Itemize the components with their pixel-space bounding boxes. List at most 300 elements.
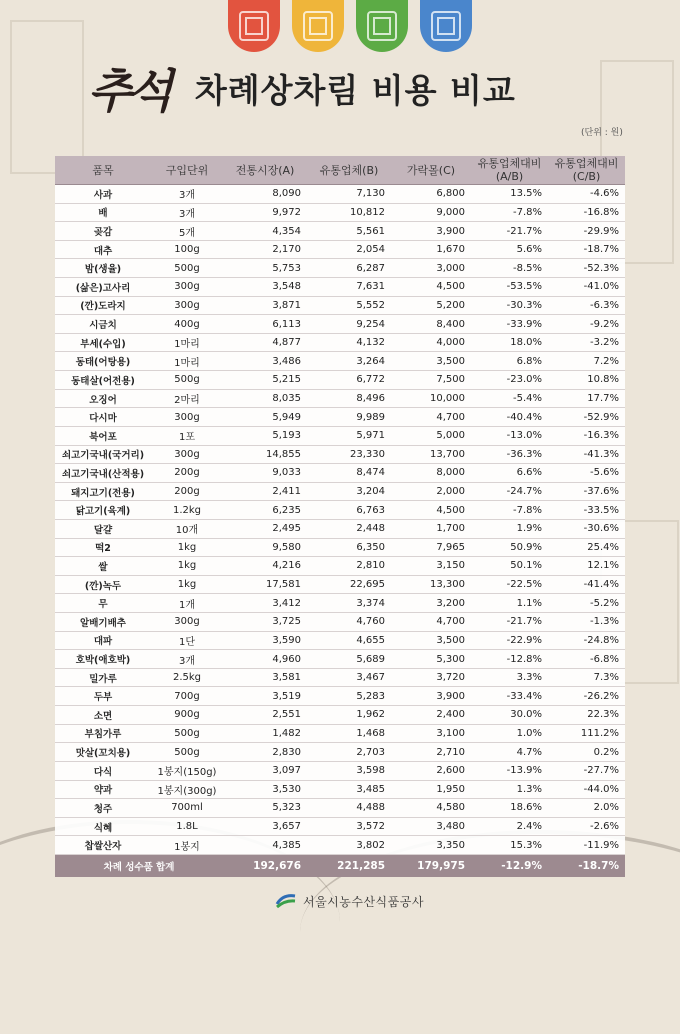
price-cell: -4.6% xyxy=(548,185,625,204)
price-cell: 6,113 xyxy=(223,315,307,334)
price-cell: 4,655 xyxy=(307,631,391,650)
table-row xyxy=(55,687,625,706)
item-name: 소면 xyxy=(55,706,151,725)
header-tab xyxy=(420,0,472,52)
price-cell: 3,150 xyxy=(391,557,471,576)
price-cell: 6.8% xyxy=(471,352,548,371)
price-cell: 8,090 xyxy=(223,185,307,204)
price-cell: 1,950 xyxy=(391,780,471,799)
item-name: 약과 xyxy=(55,780,151,799)
price-cell: -27.7% xyxy=(548,761,625,780)
purchase-unit: 1마리 xyxy=(151,352,223,371)
item-name: 대추 xyxy=(55,240,151,259)
price-cell: -5.2% xyxy=(548,594,625,613)
price-cell: 10,812 xyxy=(307,203,391,222)
price-cell: 3,725 xyxy=(223,613,307,632)
item-name: 쌀 xyxy=(55,557,151,576)
price-cell: 7.3% xyxy=(548,668,625,687)
purchase-unit: 300g xyxy=(151,296,223,315)
price-cell: 22.3% xyxy=(548,706,625,725)
table-row xyxy=(55,408,625,427)
price-cell: -11.9% xyxy=(548,836,625,855)
price-cell: 2,054 xyxy=(307,240,391,259)
purchase-unit: 1kg xyxy=(151,575,223,594)
price-cell: -24.7% xyxy=(471,482,548,501)
table-row xyxy=(55,240,625,259)
purchase-unit: 500g xyxy=(151,259,223,278)
table-total-row xyxy=(55,854,625,877)
item-name: 밀가루 xyxy=(55,668,151,687)
price-cell: 18.0% xyxy=(471,333,548,352)
price-cell: 2,830 xyxy=(223,743,307,762)
price-cell: 9,972 xyxy=(223,203,307,222)
price-cell: 3,350 xyxy=(391,836,471,855)
price-cell: 17.7% xyxy=(548,389,625,408)
price-cell: -22.9% xyxy=(471,631,548,650)
price-cell: 3,097 xyxy=(223,761,307,780)
price-cell: 1.1% xyxy=(471,594,548,613)
price-cell: 50.9% xyxy=(471,538,548,557)
price-cell: 4.7% xyxy=(471,743,548,762)
price-cell: 4,216 xyxy=(223,557,307,576)
price-cell: -21.7% xyxy=(471,222,548,241)
table-row xyxy=(55,743,625,762)
column-header: 유통업체대비 (A/B) xyxy=(471,156,548,185)
price-cell: 3,374 xyxy=(307,594,391,613)
table-row xyxy=(55,594,625,613)
price-cell: 4,700 xyxy=(391,613,471,632)
purchase-unit: 1kg xyxy=(151,557,223,576)
price-cell: 5,300 xyxy=(391,650,471,669)
purchase-unit: 500g xyxy=(151,743,223,762)
price-cell: 3,500 xyxy=(391,352,471,371)
price-cell: -2.6% xyxy=(548,817,625,836)
purchase-unit: 3개 xyxy=(151,650,223,669)
total-cell: 179,975 xyxy=(391,854,471,877)
price-cell: 23,330 xyxy=(307,445,391,464)
price-cell: -8.5% xyxy=(471,259,548,278)
price-cell: 6,287 xyxy=(307,259,391,278)
price-cell: 1.0% xyxy=(471,724,548,743)
price-cell: -16.8% xyxy=(548,203,625,222)
price-cell: -5.4% xyxy=(471,389,548,408)
price-cell: 0.2% xyxy=(548,743,625,762)
lattice-icon xyxy=(303,11,333,41)
price-cell: 30.0% xyxy=(471,706,548,725)
column-header: 구입단위 xyxy=(151,156,223,185)
price-cell: 2,000 xyxy=(391,482,471,501)
price-cell: 3,871 xyxy=(223,296,307,315)
total-cell: 221,285 xyxy=(307,854,391,877)
price-cell: -1.3% xyxy=(548,613,625,632)
price-cell: 3,802 xyxy=(307,836,391,855)
item-name: 사과 xyxy=(55,185,151,204)
page-title xyxy=(88,58,516,118)
price-cell: 4,354 xyxy=(223,222,307,241)
table-row xyxy=(55,371,625,390)
purchase-unit: 200g xyxy=(151,464,223,483)
price-cell: 4,960 xyxy=(223,650,307,669)
price-cell: 14,855 xyxy=(223,445,307,464)
column-header: 전통시장(A) xyxy=(223,156,307,185)
table-row xyxy=(55,426,625,445)
price-cell: -13.0% xyxy=(471,426,548,445)
price-cell: 4,877 xyxy=(223,333,307,352)
price-cell: 5,552 xyxy=(307,296,391,315)
purchase-unit: 1.2kg xyxy=(151,501,223,520)
price-cell: 4,132 xyxy=(307,333,391,352)
table-row xyxy=(55,185,625,204)
item-name: 다시마 xyxy=(55,408,151,427)
price-cell: 4,760 xyxy=(307,613,391,632)
item-name: (삶은)고사리 xyxy=(55,278,151,297)
unit-note: (단위 : 원) xyxy=(581,128,623,138)
price-cell: 9,000 xyxy=(391,203,471,222)
purchase-unit: 200g xyxy=(151,482,223,501)
table-row xyxy=(55,817,625,836)
price-cell: 111.2% xyxy=(548,724,625,743)
item-name: 식혜 xyxy=(55,817,151,836)
column-header: 가락몰(C) xyxy=(391,156,471,185)
price-cell: -41.3% xyxy=(548,445,625,464)
column-header: 유통업체대비 (C/B) xyxy=(548,156,625,185)
purchase-unit: 1개 xyxy=(151,594,223,613)
price-cell: 17,581 xyxy=(223,575,307,594)
price-cell: 50.1% xyxy=(471,557,548,576)
price-cell: 3,900 xyxy=(391,222,471,241)
price-cell: 7,130 xyxy=(307,185,391,204)
purchase-unit: 3개 xyxy=(151,203,223,222)
price-cell: 18.6% xyxy=(471,799,548,818)
lattice-icon xyxy=(367,11,397,41)
price-comparison-table xyxy=(55,156,625,877)
price-cell: 3,581 xyxy=(223,668,307,687)
price-cell: 13,300 xyxy=(391,575,471,594)
price-cell: 13.5% xyxy=(471,185,548,204)
price-cell: -33.5% xyxy=(548,501,625,520)
item-name: 두부 xyxy=(55,687,151,706)
purchase-unit: 5개 xyxy=(151,222,223,241)
price-cell: 2.0% xyxy=(548,799,625,818)
price-cell: 4,500 xyxy=(391,278,471,297)
price-cell: 4,580 xyxy=(391,799,471,818)
total-cell: 192,676 xyxy=(223,854,307,877)
footer-logo xyxy=(275,892,424,910)
price-cell: 2,810 xyxy=(307,557,391,576)
price-cell: 3,590 xyxy=(223,631,307,650)
purchase-unit: 1봉지 xyxy=(151,836,223,855)
item-name: 부세(수입) xyxy=(55,333,151,352)
price-cell: 22,695 xyxy=(307,575,391,594)
price-cell: 3,720 xyxy=(391,668,471,687)
purchase-unit: 3개 xyxy=(151,185,223,204)
price-cell: 5,753 xyxy=(223,259,307,278)
price-cell: 1,670 xyxy=(391,240,471,259)
price-cell: 7,631 xyxy=(307,278,391,297)
price-cell: 3,486 xyxy=(223,352,307,371)
item-name: 쇠고기국내(국거리) xyxy=(55,445,151,464)
item-name: 배 xyxy=(55,203,151,222)
price-cell: 3,100 xyxy=(391,724,471,743)
price-cell: 4,500 xyxy=(391,501,471,520)
price-cell: 5,561 xyxy=(307,222,391,241)
title-main: 차례상차림 비용 비교 xyxy=(194,70,516,110)
agency-logo-icon xyxy=(275,892,297,910)
table-row xyxy=(55,538,625,557)
price-cell: -13.9% xyxy=(471,761,548,780)
price-cell: 1,700 xyxy=(391,519,471,538)
column-header: 품목 xyxy=(55,156,151,185)
price-cell: 4,000 xyxy=(391,333,471,352)
item-name: 동태(어탕용) xyxy=(55,352,151,371)
price-cell: 1.3% xyxy=(471,780,548,799)
price-cell: 9,254 xyxy=(307,315,391,334)
price-cell: -30.6% xyxy=(548,519,625,538)
price-cell: 2,710 xyxy=(391,743,471,762)
table-row xyxy=(55,333,625,352)
total-cell: -12.9% xyxy=(471,854,548,877)
item-name: 쇠고기국내(산적용) xyxy=(55,464,151,483)
table-row xyxy=(55,631,625,650)
item-name: 돼지고기(전용) xyxy=(55,482,151,501)
total-cell: -18.7% xyxy=(548,854,625,877)
item-name: 청주 xyxy=(55,799,151,818)
price-cell: -23.0% xyxy=(471,371,548,390)
item-name: (깐)도라지 xyxy=(55,296,151,315)
price-cell: 7,500 xyxy=(391,371,471,390)
item-name: 시금치 xyxy=(55,315,151,334)
price-cell: 8,400 xyxy=(391,315,471,334)
table-row xyxy=(55,836,625,855)
price-cell: 6,763 xyxy=(307,501,391,520)
price-cell: -6.3% xyxy=(548,296,625,315)
price-cell: 6,800 xyxy=(391,185,471,204)
column-header: 유통업체(B) xyxy=(307,156,391,185)
price-cell: 2,170 xyxy=(223,240,307,259)
lattice-icon xyxy=(239,11,269,41)
table-row xyxy=(55,389,625,408)
price-cell: 7.2% xyxy=(548,352,625,371)
price-cell: 6.6% xyxy=(471,464,548,483)
price-cell: -6.8% xyxy=(548,650,625,669)
table-row xyxy=(55,352,625,371)
purchase-unit: 300g xyxy=(151,408,223,427)
item-name: 달걀 xyxy=(55,519,151,538)
price-cell: 7,965 xyxy=(391,538,471,557)
price-cell: 1,468 xyxy=(307,724,391,743)
table-row xyxy=(55,278,625,297)
item-name: 부침가루 xyxy=(55,724,151,743)
purchase-unit: 2.5kg xyxy=(151,668,223,687)
price-cell: -41.4% xyxy=(548,575,625,594)
item-name: 호박(애호박) xyxy=(55,650,151,669)
table-row xyxy=(55,203,625,222)
purchase-unit: 1마리 xyxy=(151,333,223,352)
item-name: 떡2 xyxy=(55,538,151,557)
org-name: 서울시농수산식품공사 xyxy=(303,894,424,909)
price-cell: 4,700 xyxy=(391,408,471,427)
price-cell: -26.2% xyxy=(548,687,625,706)
price-cell: -44.0% xyxy=(548,780,625,799)
price-cell: 3,412 xyxy=(223,594,307,613)
price-cell: -52.9% xyxy=(548,408,625,427)
header-tab xyxy=(292,0,344,52)
item-name: 닭고기(육계) xyxy=(55,501,151,520)
table-row xyxy=(55,575,625,594)
purchase-unit: 500g xyxy=(151,724,223,743)
price-cell: -33.9% xyxy=(471,315,548,334)
total-label: 차례 성수품 합계 xyxy=(55,854,223,877)
item-name: 북어포 xyxy=(55,426,151,445)
price-cell: 5,949 xyxy=(223,408,307,427)
purchase-unit: 2마리 xyxy=(151,389,223,408)
price-cell: 3,519 xyxy=(223,687,307,706)
price-cell: 5,323 xyxy=(223,799,307,818)
price-cell: -30.3% xyxy=(471,296,548,315)
price-cell: -29.9% xyxy=(548,222,625,241)
purchase-unit: 1kg xyxy=(151,538,223,557)
price-cell: 4,488 xyxy=(307,799,391,818)
item-name: 곶감 xyxy=(55,222,151,241)
price-cell: 8,474 xyxy=(307,464,391,483)
price-cell: 3,548 xyxy=(223,278,307,297)
price-cell: 2,448 xyxy=(307,519,391,538)
table-row xyxy=(55,668,625,687)
table-row xyxy=(55,706,625,725)
title-script: 추석 xyxy=(88,64,169,118)
table-row xyxy=(55,780,625,799)
price-cell: 2,495 xyxy=(223,519,307,538)
item-name: 오징어 xyxy=(55,389,151,408)
price-cell: 8,000 xyxy=(391,464,471,483)
header-color-tabs xyxy=(228,0,472,52)
purchase-unit: 300g xyxy=(151,613,223,632)
price-cell: 3,657 xyxy=(223,817,307,836)
purchase-unit: 300g xyxy=(151,445,223,464)
price-cell: -40.4% xyxy=(471,408,548,427)
price-cell: 12.1% xyxy=(548,557,625,576)
price-cell: 3,598 xyxy=(307,761,391,780)
item-name: 알배기배추 xyxy=(55,613,151,632)
price-cell: 3,000 xyxy=(391,259,471,278)
price-cell: -52.3% xyxy=(548,259,625,278)
table-row xyxy=(55,259,625,278)
purchase-unit: 400g xyxy=(151,315,223,334)
item-name: (깐)녹두 xyxy=(55,575,151,594)
purchase-unit: 100g xyxy=(151,240,223,259)
purchase-unit: 1단 xyxy=(151,631,223,650)
table-row xyxy=(55,650,625,669)
purchase-unit: 700ml xyxy=(151,799,223,818)
price-cell: 6,350 xyxy=(307,538,391,557)
price-cell: 1,482 xyxy=(223,724,307,743)
price-cell: 3,530 xyxy=(223,780,307,799)
price-cell: -3.2% xyxy=(548,333,625,352)
price-cell: 8,496 xyxy=(307,389,391,408)
price-cell: 2,551 xyxy=(223,706,307,725)
price-cell: -18.7% xyxy=(548,240,625,259)
purchase-unit: 700g xyxy=(151,687,223,706)
price-cell: 8,035 xyxy=(223,389,307,408)
table-row xyxy=(55,724,625,743)
price-cell: 9,033 xyxy=(223,464,307,483)
price-cell: 2,400 xyxy=(391,706,471,725)
price-cell: 9,580 xyxy=(223,538,307,557)
price-cell: 10.8% xyxy=(548,371,625,390)
price-cell: 3,200 xyxy=(391,594,471,613)
price-cell: -36.3% xyxy=(471,445,548,464)
price-cell: 3,480 xyxy=(391,817,471,836)
price-cell: -37.6% xyxy=(548,482,625,501)
item-name: 밤(생율) xyxy=(55,259,151,278)
price-cell: 3,485 xyxy=(307,780,391,799)
price-cell: -5.6% xyxy=(548,464,625,483)
purchase-unit: 300g xyxy=(151,278,223,297)
price-cell: -7.8% xyxy=(471,501,548,520)
purchase-unit: 1봉지(150g) xyxy=(151,761,223,780)
price-cell: 6,772 xyxy=(307,371,391,390)
price-cell: 5,689 xyxy=(307,650,391,669)
header-tab xyxy=(356,0,408,52)
price-cell: 9,989 xyxy=(307,408,391,427)
price-cell: 4,385 xyxy=(223,836,307,855)
table-row xyxy=(55,557,625,576)
price-cell: 3,900 xyxy=(391,687,471,706)
purchase-unit: 1포 xyxy=(151,426,223,445)
price-cell: 5,971 xyxy=(307,426,391,445)
price-cell: 5,193 xyxy=(223,426,307,445)
price-cell: -24.8% xyxy=(548,631,625,650)
item-name: 동태살(어전용) xyxy=(55,371,151,390)
price-cell: 15.3% xyxy=(471,836,548,855)
price-cell: 3,500 xyxy=(391,631,471,650)
table-header-row xyxy=(55,156,625,185)
price-cell: -21.7% xyxy=(471,613,548,632)
price-cell: 10,000 xyxy=(391,389,471,408)
item-name: 맛살(꼬치용) xyxy=(55,743,151,762)
item-name: 대파 xyxy=(55,631,151,650)
table-row xyxy=(55,296,625,315)
lattice-icon xyxy=(431,11,461,41)
purchase-unit: 900g xyxy=(151,706,223,725)
price-cell: 5,283 xyxy=(307,687,391,706)
purchase-unit: 1봉지(300g) xyxy=(151,780,223,799)
price-cell: -41.0% xyxy=(548,278,625,297)
table-row xyxy=(55,501,625,520)
price-cell: -53.5% xyxy=(471,278,548,297)
price-cell: -33.4% xyxy=(471,687,548,706)
table-row xyxy=(55,519,625,538)
price-cell: 1.9% xyxy=(471,519,548,538)
table-row xyxy=(55,222,625,241)
price-cell: 3,572 xyxy=(307,817,391,836)
price-cell: 2,411 xyxy=(223,482,307,501)
item-name: 다식 xyxy=(55,761,151,780)
price-cell: 25.4% xyxy=(548,538,625,557)
price-cell: 5,215 xyxy=(223,371,307,390)
item-name: 무 xyxy=(55,594,151,613)
price-cell: -12.8% xyxy=(471,650,548,669)
price-cell: 3.3% xyxy=(471,668,548,687)
price-cell: 1,962 xyxy=(307,706,391,725)
table-row xyxy=(55,482,625,501)
background-lattice-left xyxy=(10,20,84,174)
table-row xyxy=(55,613,625,632)
price-cell: 2,703 xyxy=(307,743,391,762)
table-row xyxy=(55,464,625,483)
price-cell: 5.6% xyxy=(471,240,548,259)
price-cell: 13,700 xyxy=(391,445,471,464)
